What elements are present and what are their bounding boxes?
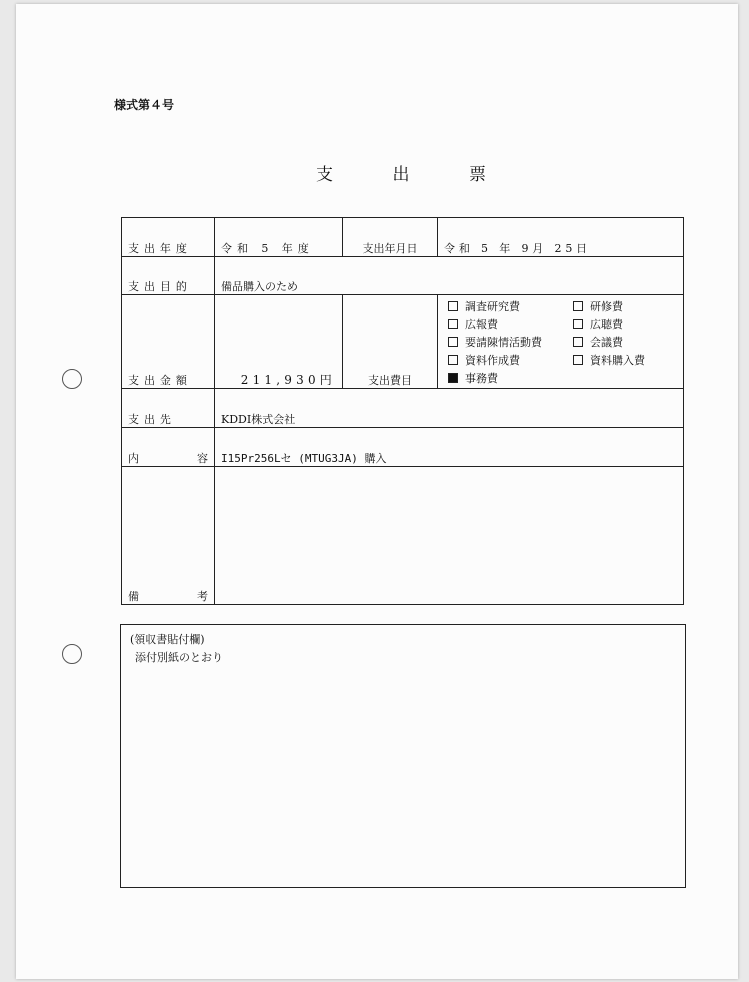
expense-category-item [448, 316, 573, 332]
title-char: 支 [316, 165, 333, 185]
expense-category-text: 広報費 [465, 318, 498, 331]
expense-category-text: 要請陳情活動費 [465, 336, 542, 349]
content-value: I15Pr256Lセ (MTUG3JA) 購入 [215, 428, 684, 467]
checkbox-icon [448, 319, 458, 329]
expense-category-text: 資料作成費 [465, 354, 520, 367]
row-amount [122, 295, 684, 389]
row-purpose [122, 257, 684, 295]
checked-box-icon [448, 373, 458, 383]
purpose-value: 備品購入のため [215, 257, 684, 295]
punch-hole-icon [62, 369, 82, 389]
document-title [316, 160, 486, 185]
fiscal-year-value: 令和 5 年度 [215, 218, 343, 257]
fiscal-year-label: 支出年度 [122, 218, 215, 257]
title-char: 票 [469, 165, 486, 185]
remarks-label [122, 467, 215, 605]
expense-category-text: 研修費 [590, 300, 623, 313]
form-number: 様式第４号 [114, 98, 175, 112]
content-label [122, 428, 215, 467]
expense-category-text: 調査研究費 [465, 300, 520, 313]
content-label-char: 容 [197, 452, 208, 465]
row-content [122, 428, 684, 467]
document-page [16, 4, 738, 979]
amount-label: 支出金額 [122, 295, 215, 389]
receipt-attachment-box [120, 624, 686, 888]
checkbox-icon [573, 355, 583, 365]
checkbox-icon [448, 355, 458, 365]
expense-category-text: 広聴費 [590, 318, 623, 331]
checkbox-icon [448, 337, 458, 347]
expense-category-text: 資料購入費 [590, 354, 645, 367]
expense-category-item [573, 352, 663, 368]
expense-category-item [448, 298, 573, 314]
content-label-char: 内 [128, 452, 139, 465]
punch-hole-icon [62, 644, 82, 664]
expenditure-table [121, 217, 684, 605]
expense-category-label: 支出費目 [343, 295, 438, 389]
payee-label: 支出先 [122, 389, 215, 428]
row-fiscal-year [122, 218, 684, 257]
purpose-label: 支出目的 [122, 257, 215, 295]
expense-category-list [448, 296, 677, 388]
row-remarks [122, 467, 684, 605]
expense-category-item [573, 334, 663, 350]
expense-category-text: 会議費 [590, 336, 623, 349]
expense-category-item [448, 352, 573, 368]
receipt-heading: (領収書貼付欄) [130, 633, 205, 646]
title-char: 出 [392, 165, 410, 185]
checkbox-icon [573, 319, 583, 329]
expense-category-item [573, 298, 663, 314]
receipt-text: 添付別紙のとおり [135, 651, 223, 664]
expense-category-cell [438, 295, 684, 389]
expense-category-text: 事務費 [465, 372, 498, 385]
checkbox-icon [448, 301, 458, 311]
expenditure-date-value: 令和 5 年 9月 25日 [438, 218, 684, 257]
expense-category-item [448, 334, 573, 350]
checkbox-icon [573, 337, 583, 347]
expense-category-item [448, 370, 573, 386]
payee-value: KDDI株式会社 [215, 389, 684, 428]
expenditure-date-label: 支出年月日 [343, 218, 438, 257]
expense-category-item [573, 316, 663, 332]
remarks-value [215, 467, 684, 605]
remarks-label-char: 備 [128, 590, 139, 603]
row-payee [122, 389, 684, 428]
remarks-label-char: 考 [197, 590, 208, 603]
amount-value: 211,930円 [215, 295, 343, 389]
checkbox-icon [573, 301, 583, 311]
